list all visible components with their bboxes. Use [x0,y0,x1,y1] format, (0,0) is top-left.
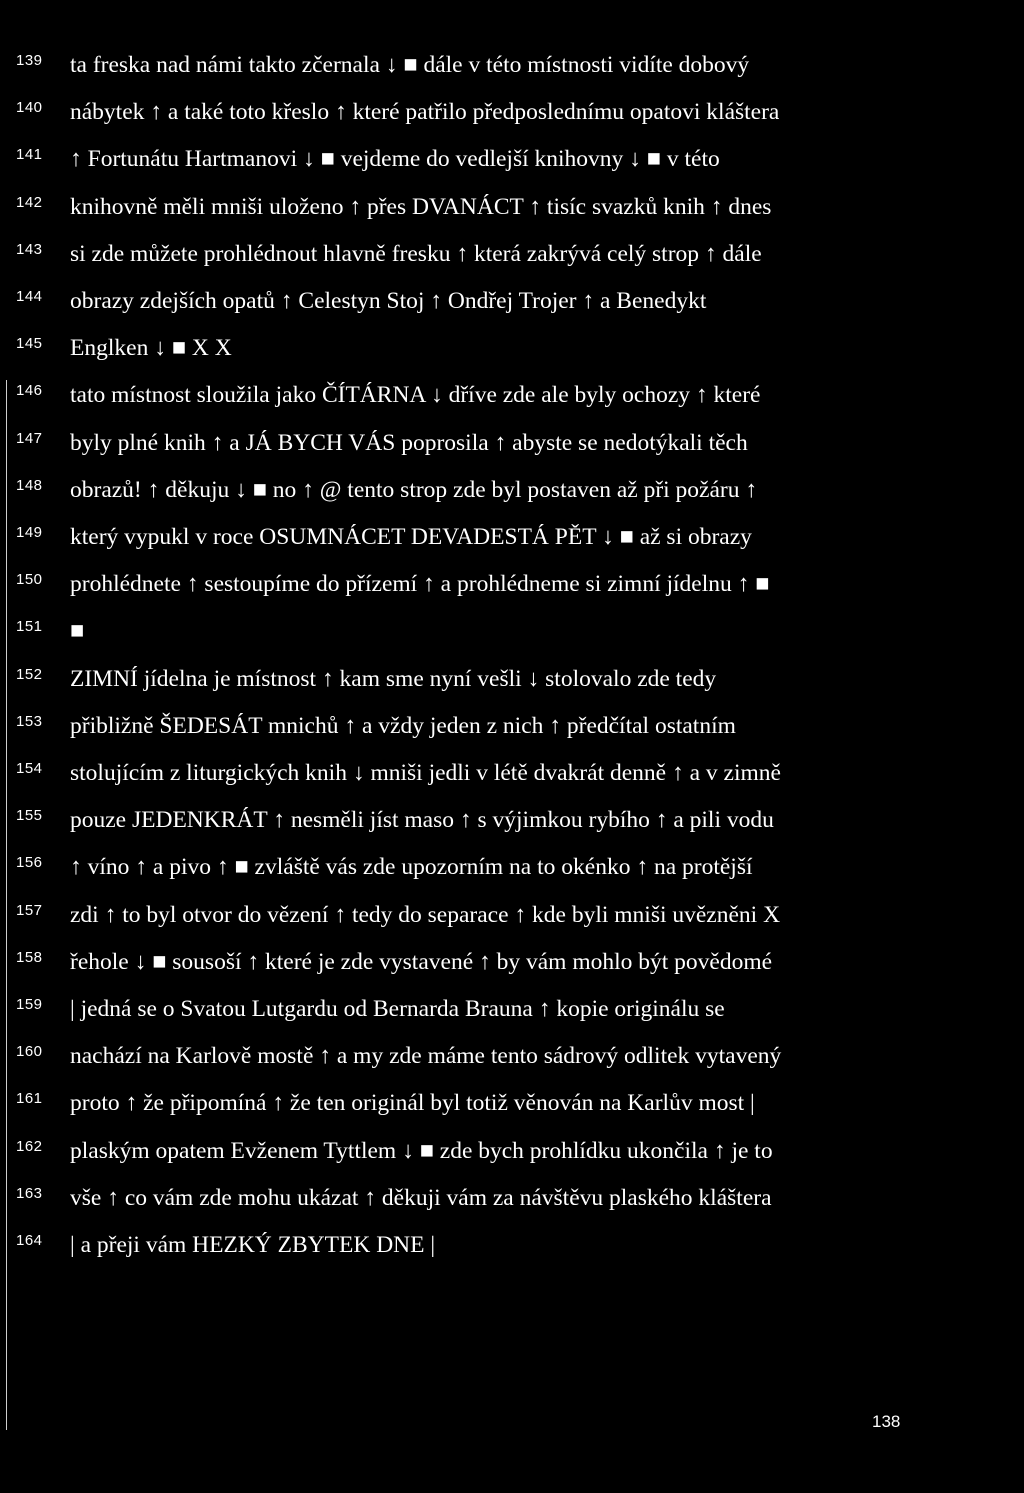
transcript-line [0,1232,1024,1276]
line-text: byly plné knih ↑ a JÁ BYCH VÁS poprosila ↑ abyste se nedotýkali těch [70,429,748,456]
line-text: ■ [70,618,85,645]
transcript-line [0,1138,1024,1182]
line-text: řehole ↓ ■ sousoší ↑ které je zde vystavené ↑ by vám mohlo být povědomé [70,948,773,975]
transcript-line [0,760,1024,804]
line-number: 155 [16,807,43,825]
transcript-line [0,666,1024,710]
line-text: nábytek ↑ a také toto křeslo ↑ které patřilo předposlednímu opatovi kláštera [70,99,780,126]
line-number: 154 [16,760,43,777]
line-number: 152 [16,665,43,683]
transcript-line [0,524,1024,568]
line-number: 153 [16,712,43,730]
line-text: stolujícím z liturgických knih ↓ mniši jedli v létě dvakrát denně ↑ a v zimně [70,760,781,786]
line-number: 149 [16,524,43,541]
transcript-line [0,713,1024,757]
line-text: Englken ↓ ■ X X [70,335,232,362]
page-number: 138 [872,1412,901,1431]
line-text: si zde můžete prohlédnout hlavně fresku ↑ která zakrývá celý strop ↑ dále [70,240,762,267]
line-text: ↑ Fortunátu Hartmanovi ↓ ■ vejdeme do vedlejší knihovny ↓ ■ v této [70,146,720,173]
line-number: 160 [16,1043,43,1061]
line-number: 156 [16,854,43,872]
line-number: 146 [16,382,43,400]
transcript-line [0,949,1024,993]
line-text: ZIMNÍ jídelna je místnost ↑ kam sme nyní vešli ↓ stolovalo zde tedy [70,665,717,692]
line-text: vše ↑ co vám zde mohu ukázat ↑ děkuji vám za návštěvu plaského kláštera [70,1184,772,1211]
transcript-line [0,477,1024,521]
line-number: 145 [16,335,43,353]
transcript-line [0,99,1024,143]
line-number: 148 [16,476,43,494]
line-number: 162 [16,1137,43,1155]
transcript-line [0,241,1024,285]
transcript-line [0,807,1024,851]
line-text: prohlédnete ↑ sestoupíme do přízemí ↑ a prohlédneme si zimní jídelnu ↑ ■ [70,571,770,598]
line-text: zdi ↑ to byl otvor do vězení ↑ tedy do separace ↑ kde byli mniši uvězněni X [70,901,781,928]
line-number: 147 [16,429,43,447]
transcript-line [0,1043,1024,1087]
line-text: knihovně měli mniši uloženo ↑ přes DVANÁCT ↑ tisíc svazků knih ↑ dnes [70,193,772,220]
line-text: ↑ víno ↑ a pivo ↑ ■ zvláště vás zde upozorním na to okénko ↑ na protější [70,854,753,881]
transcript-line [0,430,1024,474]
transcript-line [0,335,1024,379]
line-text: obrazy zdejších opatů ↑ Celestyn Stoj ↑ Ondřej Trojer ↑ a Benedykt [70,288,707,314]
line-text: | a přeji vám HEZKÝ ZBYTEK DNE | [70,1232,436,1258]
line-text: který vypukl v roce OSUMNÁCET DEVADESTÁ PĚT ↓ ■ až si obrazy [70,524,752,550]
line-number: 140 [16,99,43,117]
line-number: 157 [16,901,43,919]
transcript-line [0,194,1024,238]
transcript-line [0,1090,1024,1134]
line-text: pouze JEDENKRÁT ↑ nesměli jíst maso ↑ s výjimkou rybího ↑ a pili vodu [70,807,774,834]
line-number: 143 [16,240,43,258]
line-number: 158 [16,948,43,966]
transcript-line [0,854,1024,898]
line-number: 142 [16,193,43,211]
line-number: 150 [16,571,43,589]
line-text: proto ↑ že připomíná ↑ že ten originál byl totiž věnován na Karlův most | [70,1090,755,1117]
line-number: 151 [16,618,43,636]
line-number: 141 [16,146,43,164]
transcript-line [0,571,1024,615]
line-text: plaským opatem Evženem Tyttlem ↓ ■ zde bych prohlídku ukončila ↑ je to [70,1137,773,1164]
transcript-line [0,902,1024,946]
transcript-line [0,382,1024,426]
transcript-line [0,52,1024,96]
transcript-line [0,996,1024,1040]
line-text: nachází na Karlově mostě ↑ a my zde máme tento sádrový odlitek vytavený [70,1043,782,1070]
line-text: | jedná se o Svatou Lutgardu od Bernarda Brauna ↑ kopie originálu se [70,996,725,1022]
line-number: 144 [16,288,43,305]
line-number: 163 [16,1184,43,1202]
transcript-line [0,288,1024,332]
transcript-line [0,1185,1024,1229]
line-text: ta freska nad námi takto zčernala ↓ ■ dále v této místnosti vidíte dobový [70,52,750,78]
line-number: 159 [16,996,43,1013]
transcript-line [0,146,1024,190]
line-number: 164 [16,1232,43,1249]
line-number: 139 [16,52,43,69]
line-text: přibližně ŠEDESÁT mnichů ↑ a vždy jeden z nich ↑ předčítal ostatním [70,712,736,739]
transcript-line [0,618,1024,662]
line-text: tato místnost sloužila jako ČÍTÁRNA ↓ dříve zde ale byly ochozy ↑ které [70,382,761,409]
line-text: obrazů! ↑ děkuju ↓ ■ no ↑ @ tento strop zde byl postaven až při požáru ↑ [70,476,758,503]
line-number: 161 [16,1090,43,1108]
